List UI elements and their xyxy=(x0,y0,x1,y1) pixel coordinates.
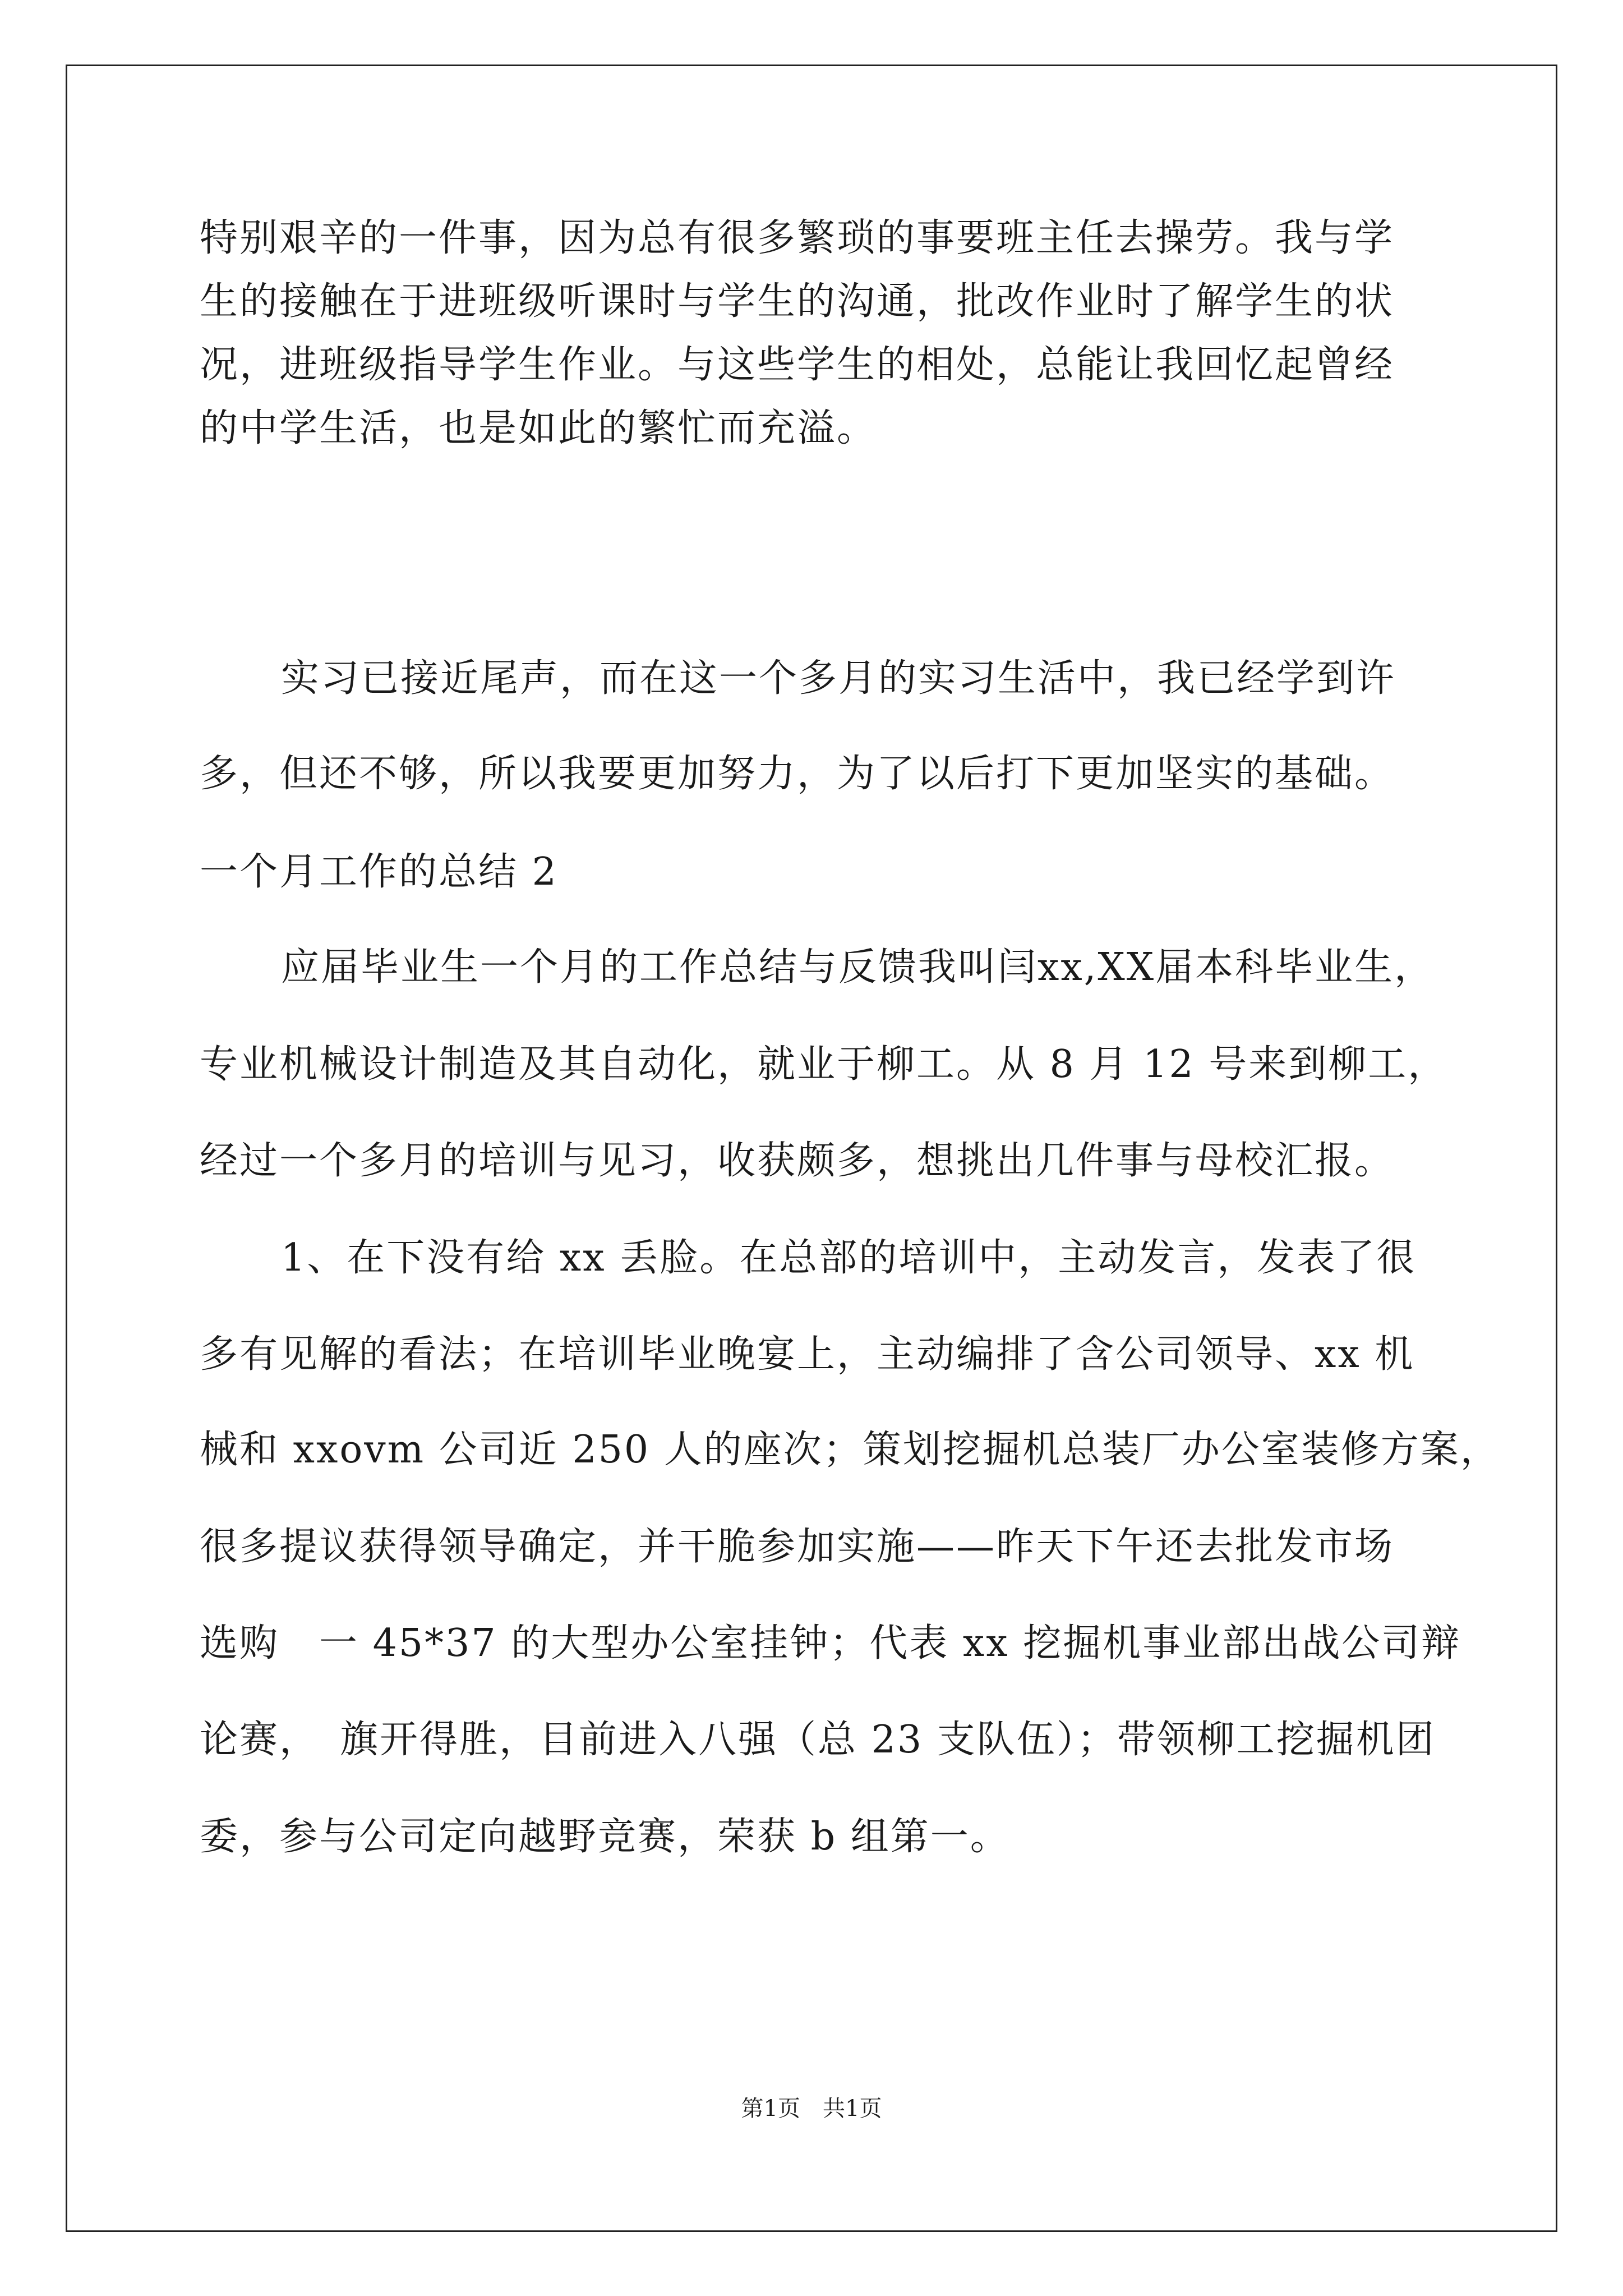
text-line: 多，但还不够，所以我要更加努力，为了以后打下更加坚实的基础。 xyxy=(200,752,1395,796)
paragraph-first-line: 1、在下没有给 xx 丢脸。在总部的培训中，主动发言，发表了很 xyxy=(281,1236,1417,1280)
paragraph-first-line: 应届毕业生一个月的工作总结与反馈我叫闫xx,XX届本科毕业生， xyxy=(281,945,1435,990)
text-line: 特别艰辛的一件事，因为总有很多繁琐的事要班主任去操劳。我与学 xyxy=(200,216,1395,260)
paragraph-first-line: 实习已接近尾声，而在这一个多月的实习生活中，我已经学到许 xyxy=(281,656,1396,701)
text-line: 生的接触在于进班级听课时与学生的沟通，批改作业时了解学生的状 xyxy=(200,279,1395,324)
text-line: 经过一个多月的培训与见习，收获颇多，想挑出几件事与母校汇报。 xyxy=(200,1139,1395,1183)
text-line: 多有见解的看法；在培训毕业晚宴上，主动编排了含公司领导、xx 机 xyxy=(200,1332,1415,1377)
text-line: 况，进班级指导学生作业。与这些学生的相处，总能让我回忆起曾经 xyxy=(200,343,1395,387)
text-line: 专业机械设计制造及其自动化，就业于柳工。从 8 月 12 号来到柳工， xyxy=(200,1042,1448,1087)
text-line: 论赛， 旗开得胜，目前进入八强（总 23 支队伍）；带领柳工挖掘机团 xyxy=(200,1718,1436,1762)
section-heading: 一个月工作的总结 2 xyxy=(200,850,558,894)
text-line: 很多提议获得领导确定，并干脆参加实施——昨天下午还去批发市场 xyxy=(200,1525,1395,1569)
text-line: 的中学生活，也是如此的繁忙而充溢。 xyxy=(200,406,877,450)
text-line: 械和 xxovm 公司近 250 人的座次；策划挖掘机总装厂办公室装修方案， xyxy=(200,1428,1500,1472)
text-line: 委，参与公司定向越野竞赛，荣获 b 组第一。 xyxy=(200,1815,1010,1859)
text-line: 选购 一 45*37 的大型办公室挂钟；代表 xx 挖掘机事业部出战公司辩 xyxy=(200,1621,1461,1665)
page-number-footer: 第1页 共1页 xyxy=(741,2096,882,2122)
